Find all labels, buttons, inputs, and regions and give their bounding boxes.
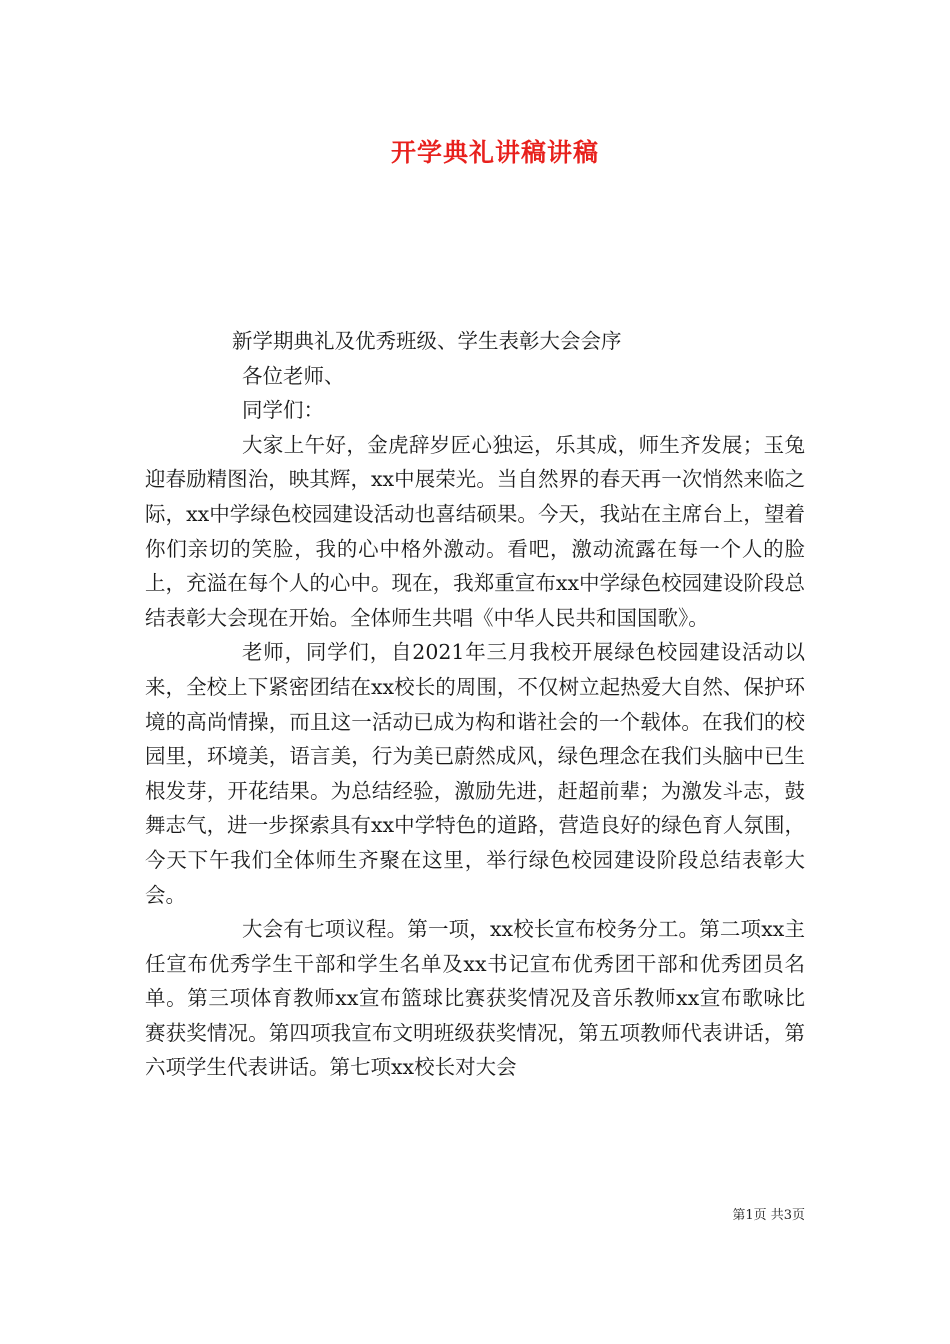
page-number: 第1页 共3页 [732,1208,805,1223]
document-body [145,324,805,1085]
document-heading: 新学期典礼及优秀班级、学生表彰大会会序 [232,329,622,353]
salutation-students: 同学们： [242,398,324,423]
paragraph-agenda: 大会有七项议程。第一项，xx校长宣布校务分工。第二项xx主任宣布优秀学生干部和学生名单及xx书记宣布优秀团干部和优秀团员名单。第三项体育教师xx宣布篮球比赛获奖情况及音乐教师xx宣布歌咏比赛获奖情况。第四项我宣布文明班级获奖情况，第五项教师代表讲话，第六项学生代表讲话。第七项xx校长对大会 [145,917,805,1080]
paragraph-opening: 大家上午好，金虎辞岁匠心独运，乐其成，师生齐发展；玉兔迎春励精图治，映其辉，xx中展荣光。当自然界的春天再一次悄然来临之际，xx中学绿色校园建设活动也喜结硕果。今天，我站在主席台上，望着你们亲切的笑脸，我的心中格外激动。看吧，激动流露在每一个人的脸上，充溢在每个人的心中。现在，我郑重宣布xx中学绿色校园建设阶段总结表彰大会现在开始。全体师生共唱《中华人民共和国国歌》。 [145,432,805,630]
salutation-teachers: 各位老师、 [242,363,345,388]
document-title: 开学典礼讲稿讲稿 [390,138,599,167]
paragraph-review: 老师，同学们，自2021年三月我校开展绿色校园建设活动以来，全校上下紧密团结在xx校长的周围，不仅树立起热爱大自然、保护环境的高尚情操，而且这一活动已成为构和谐社会的一个载体。在我们的校园里，环境美，语言美，行为美已蔚然成风，绿色理念在我们头脑中已生根发芽，开花结果。为总结经验，激励先进，赶超前辈；为激发斗志，鼓舞志气，进一步探索具有xx中学特色的道路，营造良好的绿色育人氛围，今天下午我们全体师生齐聚在这里，举行绿色校园建设阶段总结表彰大会。 [145,640,805,907]
